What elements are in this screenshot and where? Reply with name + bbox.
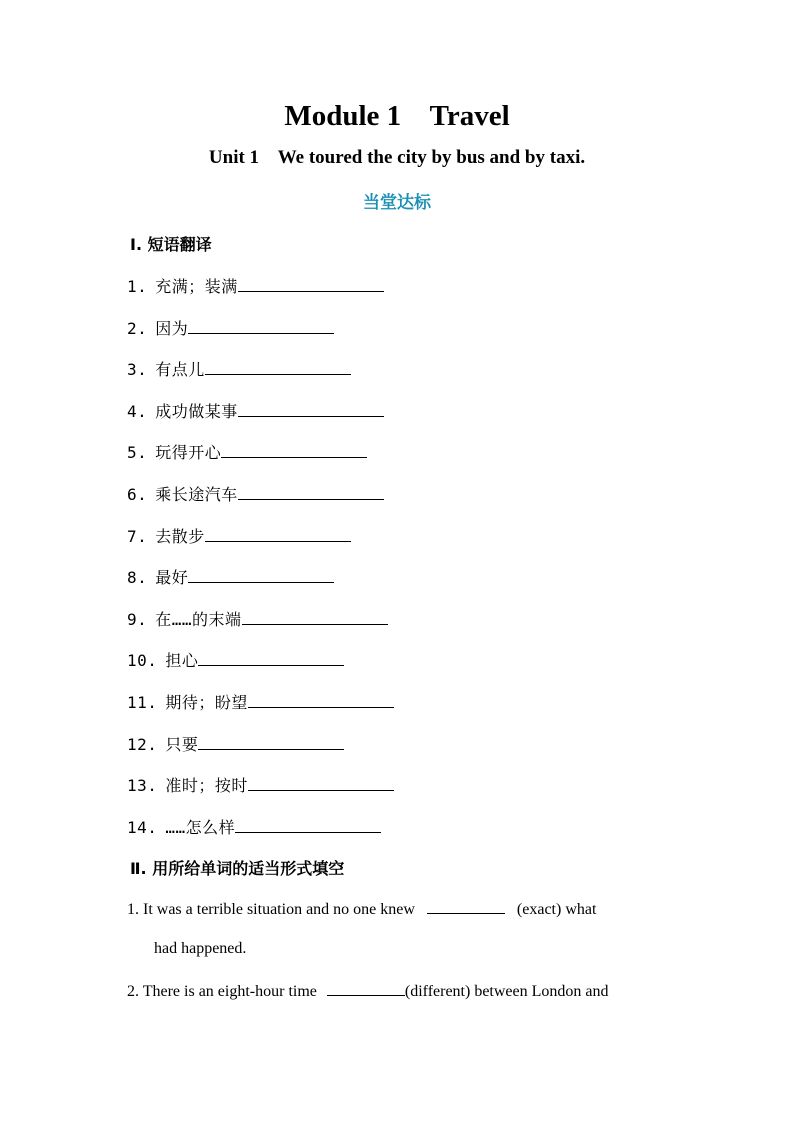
phrase-item-number: 13. xyxy=(127,776,158,796)
phrase-item-text: 担心 xyxy=(165,651,199,671)
answer-blank[interactable] xyxy=(248,776,394,791)
question-1-hint: (exact) what xyxy=(516,901,597,918)
answer-blank[interactable] xyxy=(221,443,367,458)
phrase-item-text: ……怎么样 xyxy=(165,817,236,837)
question-1-line-1 xyxy=(127,899,674,920)
answer-blank[interactable] xyxy=(198,651,344,666)
phrase-item-text: 乘长途汽车 xyxy=(155,485,238,504)
answer-blank[interactable] xyxy=(205,360,351,375)
phrase-item-number: 6. xyxy=(127,485,148,504)
phrase-item-number: 9. xyxy=(127,609,148,629)
phrase-item-text: 玩得开心 xyxy=(155,443,222,463)
phrase-item-number: 10. xyxy=(127,651,158,671)
section-tag: 当堂达标 xyxy=(363,193,431,213)
module-title: Module 1 Travel xyxy=(284,100,510,132)
phrase-item-text: 在……的末端 xyxy=(155,609,242,629)
phrase-item xyxy=(127,732,344,755)
phrase-item-number: 7. xyxy=(127,526,148,546)
question-2-blank[interactable] xyxy=(327,981,405,996)
phrase-item-text: 准时；按时 xyxy=(165,776,248,796)
answer-blank[interactable] xyxy=(242,610,388,625)
question-1-line-2 xyxy=(154,939,701,959)
phrase-item xyxy=(127,482,384,505)
phrase-item-text: 去散步 xyxy=(155,526,205,546)
question-1-blank[interactable] xyxy=(427,899,505,914)
phrase-item-text: 只要 xyxy=(165,734,199,754)
answer-blank[interactable] xyxy=(238,402,384,417)
answer-blank[interactable] xyxy=(235,818,381,833)
answer-blank[interactable] xyxy=(205,527,351,542)
question-2-line-1 xyxy=(127,981,674,1002)
phrase-item-text: 成功做某事 xyxy=(155,401,238,421)
phrase-item-text: 最好 xyxy=(155,568,189,588)
phrase-item xyxy=(127,648,344,671)
phrase-item-number: 8. xyxy=(127,568,148,588)
phrase-item xyxy=(127,524,351,547)
phrase-item-number: 1. xyxy=(127,277,148,296)
phrase-item xyxy=(127,565,334,588)
phrase-item-text: 期待；盼望 xyxy=(165,693,248,712)
phrase-item-number: 3. xyxy=(127,360,148,380)
phrase-item xyxy=(127,607,388,630)
question-1-continuation: had happened. xyxy=(154,940,247,957)
phrase-item-number: 11. xyxy=(127,693,158,712)
answer-blank[interactable] xyxy=(198,735,344,750)
phrase-item xyxy=(127,815,381,838)
phrase-item xyxy=(127,274,384,297)
answer-blank[interactable] xyxy=(238,277,384,292)
answer-blank[interactable] xyxy=(248,693,394,708)
question-1-text: 1. It was a terrible situation and no one knew xyxy=(127,901,415,918)
part2-heading: Ⅱ. 用所给单词的适当形式填空 xyxy=(130,859,345,878)
phrase-item xyxy=(127,399,384,422)
phrase-item xyxy=(127,773,394,796)
phrase-item-number: 14. xyxy=(127,817,158,837)
phrase-item xyxy=(127,316,334,339)
phrase-item-number: 12. xyxy=(127,734,158,754)
answer-blank[interactable] xyxy=(188,319,334,334)
answer-blank[interactable] xyxy=(238,485,384,500)
unit-subtitle: Unit 1 We toured the city by bus and by taxi. xyxy=(208,147,586,168)
phrase-item-number: 2. xyxy=(127,318,148,338)
phrase-item-number: 5. xyxy=(127,443,148,463)
phrase-item-text: 充满；装满 xyxy=(155,277,238,296)
part1-heading: Ⅰ. 短语翻译 xyxy=(130,235,212,254)
question-2-text: 2. There is an eight-hour time xyxy=(127,983,317,1000)
phrase-item xyxy=(127,690,394,713)
phrase-item-text: 有点儿 xyxy=(155,360,205,380)
phrase-item xyxy=(127,357,351,380)
answer-blank[interactable] xyxy=(188,568,334,583)
phrase-item xyxy=(127,440,367,463)
phrase-item-number: 4. xyxy=(127,401,148,421)
phrase-item-text: 因为 xyxy=(155,318,189,338)
question-2-hint: (different) between London and xyxy=(404,983,609,1000)
